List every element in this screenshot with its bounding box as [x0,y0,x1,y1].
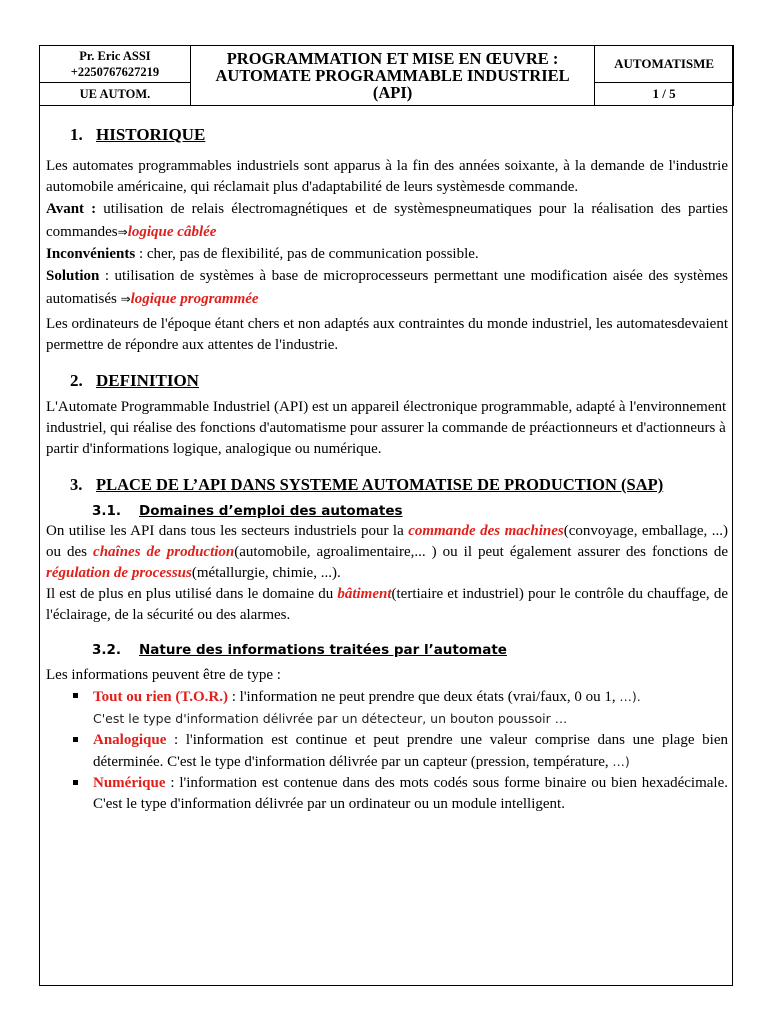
domaines-paragraph-2: Il est de plus en plus utilisé dans le domaine du bâtiment(tertiaire et industriel) pour le contrôle du chauffage, de l'éclairage, de la sécurité ou des alarmes. [46,586,728,623]
information-types-list [46,686,728,815]
square-bullet-icon [73,737,78,742]
list-item-tor: Tout ou rien (T.O.R.) : l'information ne peut prendre que deux états (vrai/faux, 0 ou 1, …). C'est le type d'information délivrée par un détecteur, un bouton poussoir … [46,686,728,730]
implies-arrow-icon: ⇒ [120,292,131,306]
subsection-heading-domaines: 3.1. Domaines d’emploi des automates [92,503,403,519]
domaines-paragraph-1: On utilise les API dans tous les secteurs industriels pour la commande des machines(convoyage, emballage, ...) ou des chaînes de production(automobile, agroalimentaire,... ) ou il peut également assurer des fonctions de régulation de processus(métallurgie, chimie, ...). [46,523,728,581]
nature-intro: Les informations peuvent être de type : [46,667,281,683]
title-line-2: AUTOMATE PROGRAMMABLE INDUSTRIEL [215,66,570,85]
section-heading-place-api: 3. PLACE DE L’API DANS SYSTEME AUTOMATISE DE PRODUCTION (SAP) [70,475,664,494]
historique-inconvenients: Inconvénients : cher, pas de flexibilité, pas de communication possible. [46,246,479,262]
historique-solution: Solution : utilisation de systèmes à base de microprocesseurs permettant une modification aisée des systèmes automatisés ⇒logique programmée [46,268,728,307]
list-item-analogique: Analogique : l'information est continue et peut prendre une valeur comprise dans une plage bien déterminée. C'est le type d'information délivrée par un capteur (pression, température, …) [46,730,728,773]
title-line-1: PROGRAMMATION ET MISE EN ŒUVRE : [226,49,559,68]
section-heading-historique: 1. HISTORIQUE [70,125,206,144]
historique-paragraph-1: Les automates programmables industriels sont apparus à la fin des années soixante, à la demande de l'industrie automobile américaine, qui réclamait plus d'adaptabilité de leurs systèmesde commande. [46,158,728,195]
header-table [39,45,734,106]
author-name: Pr. Eric ASSI [79,49,151,63]
page-number: 1 / 5 [595,83,734,106]
document-body [46,124,728,815]
historique-paragraph-last: Les ordinateurs de l'époque étant chers et non adaptés aux contraintes du monde industriel, les automatesdevaient permettre de répondre aux attentes de l'industrie. [46,316,728,353]
definition-paragraph: L'Automate Programmable Industriel (API) est un appareil électronique programmable, adapté à l'environnement industriel, qui réalise des fonctions d'automatisme pour assurer la commande de préactionneurs et d'actionneurs à partir d'informations logique, analogique ou numérique. [46,399,727,457]
subject-cell: AUTOMATISME [595,46,734,83]
subsection-heading-nature: 3.2. Nature des informations traitées par l’automate [92,642,507,658]
historique-avant: Avant : utilisation de relais électromagnétiques et de systèmespneumatiques pour la réalisation des parties commandes⇒logique câblée [46,201,728,240]
square-bullet-icon [73,693,78,698]
author-cell [40,46,191,83]
section-heading-definition: 2. DEFINITION [70,371,199,390]
document-title [190,46,594,106]
author-phone: +2250767627219 [70,65,160,79]
implies-arrow-icon: ⇒ [117,225,128,239]
list-item-numerique: Numérique : l'information est contenue dans des mots codés sous forme binaire ou bien hexadécimale. C'est le type d'information délivrée par un ordinateur ou un module intelligent. [46,773,728,815]
title-line-3: (API) [372,83,413,102]
square-bullet-icon [73,780,78,785]
unit-cell: UE AUTOM. [40,83,191,106]
page-frame [39,45,733,986]
